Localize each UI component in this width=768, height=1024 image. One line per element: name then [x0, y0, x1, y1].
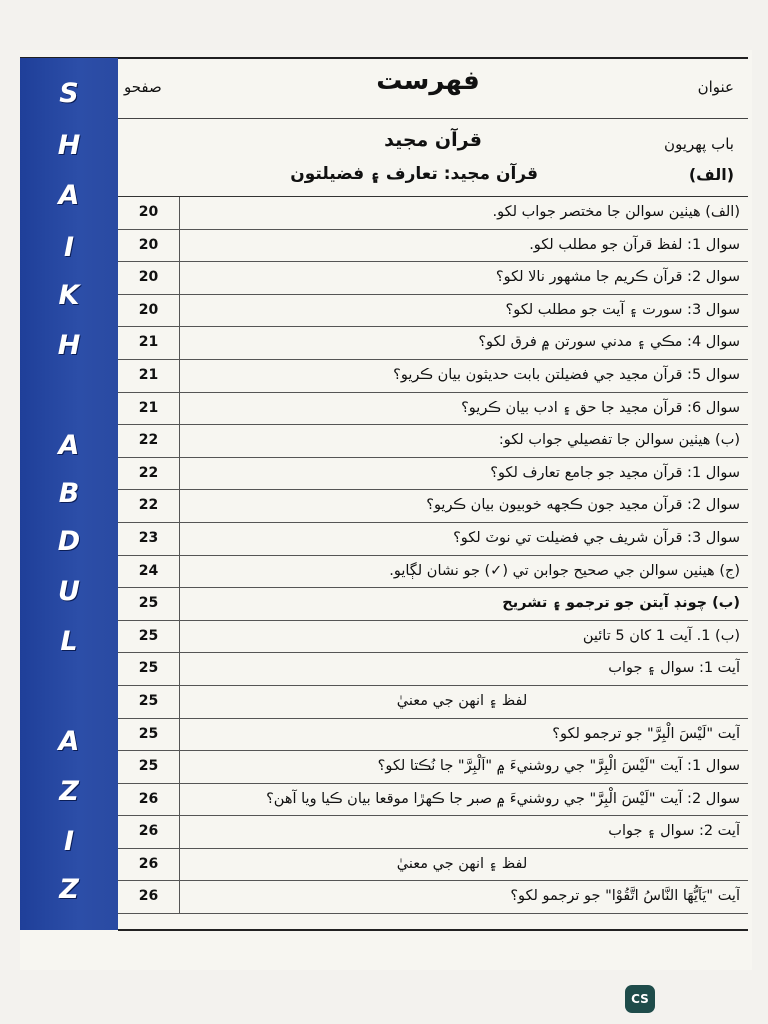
section-title: قرآن مجيد: تعارف ۽ فضيلتون	[290, 164, 538, 184]
toc-row	[118, 751, 748, 784]
toc-entry-text: سوال 1: لفظ قرآن جو مطلب لکو.	[529, 236, 740, 253]
page-number: 26	[118, 849, 180, 881]
sidebar-letter: L	[60, 626, 78, 657]
sidebar-letter: S	[59, 78, 79, 109]
toc-entry-text: سوال 6: قرآن مجيد جا حق ۽ ادب بيان ڪريو؟	[461, 399, 740, 416]
sidebar-letter: U	[58, 576, 80, 607]
page-number: 20	[118, 230, 180, 262]
sidebar-letter: Z	[59, 874, 79, 905]
section-letter: (الف)	[688, 165, 734, 184]
toc-row	[118, 360, 748, 393]
toc-row	[118, 556, 748, 589]
sidebar-letter: H	[57, 330, 81, 361]
toc-row	[118, 197, 748, 230]
bottom-rule	[118, 929, 748, 931]
toc-table	[118, 196, 748, 914]
page-number: 20	[118, 295, 180, 327]
page-number: 25	[118, 588, 180, 620]
sidebar-letter: B	[58, 478, 80, 509]
toc-entry-text: سوال 2: آيت "لَيْسَ الْبِرَّ" جي روشنيءَ ۾ صبر جا ڪهڙا موقعا بيان ڪيا ويا آهن؟	[266, 790, 740, 807]
toc-entry-text: سوال 2: قرآن ڪريم جا مشهور نالا لکو؟	[495, 269, 740, 286]
sidebar-letter: A	[58, 430, 80, 461]
toc-entry-text: سوال 1: آيت "لَيْسَ الْبِرَّ" جي روشنيءَ ۾ "اَلْبِرَّ" جا نُڪتا لکو؟	[377, 758, 740, 775]
page-number: 25	[118, 686, 180, 718]
toc-entry-text: آيت 1: سوال ۽ جواب	[608, 660, 740, 677]
toc-row	[118, 230, 748, 263]
toc-row	[118, 425, 748, 458]
page-number: 22	[118, 490, 180, 522]
toc-row	[118, 262, 748, 295]
page-number: 21	[118, 393, 180, 425]
page-number: 25	[118, 751, 180, 783]
toc-row	[118, 295, 748, 328]
page-number: 25	[118, 621, 180, 653]
page-number: 20	[118, 262, 180, 294]
toc-row	[118, 653, 748, 686]
toc-row	[118, 816, 748, 849]
sidebar-letter: D	[57, 526, 81, 557]
camscanner-badge: CS	[625, 985, 655, 1013]
chapter-title: قرآن مجيد	[384, 129, 482, 151]
toc-row	[118, 686, 748, 719]
toc-row	[118, 490, 748, 523]
toc-row	[118, 849, 748, 882]
page-number: 26	[118, 816, 180, 848]
toc-entry-text: سوال 3: سورت ۽ آيت جو مطلب لکو؟	[505, 301, 740, 318]
toc-entry-text: سوال 5: قرآن مجيد جي فضيلتن بابت حديثون بيان ڪريو؟	[393, 366, 740, 383]
page-number: 25	[118, 719, 180, 751]
page-number: 23	[118, 523, 180, 555]
toc-entry-text: (ب) هيٺين سوالن جا تفصيلي جواب لکو:	[498, 432, 740, 449]
page-title: فهرست	[376, 66, 480, 96]
toc-entry-text: لفظ ۽ انهن جي معنيٰ	[396, 692, 528, 709]
toc-entry-text: آيت "لَيْسَ الْبِرَّ" جو ترجمو لکو؟	[552, 725, 740, 742]
toc-header	[118, 58, 748, 118]
sidebar-letter: I	[63, 826, 75, 857]
page-number: 22	[118, 425, 180, 457]
sidebar-letter: A	[58, 180, 80, 211]
toc-row	[118, 784, 748, 817]
sidebar-letter: I	[63, 232, 75, 263]
sidebar-letter: K	[58, 280, 80, 311]
author-sidebar	[20, 58, 118, 930]
toc-entry-text: (ب) 1. آيت 1 کان 5 تائين	[582, 627, 740, 644]
toc-row	[118, 327, 748, 360]
toc-entry-text: آيت 2: سوال ۽ جواب	[608, 823, 740, 840]
toc-row	[118, 719, 748, 752]
chapter-label: باب پهريون	[664, 135, 734, 153]
toc-row	[118, 881, 748, 914]
page-number: 22	[118, 458, 180, 490]
toc-row	[118, 588, 748, 621]
toc-entry-text: (ب) چونڊ آيتن جو ترجمو ۽ تشريح	[502, 595, 740, 612]
toc-row	[118, 621, 748, 654]
sidebar-letter: A	[58, 726, 80, 757]
page-column-label: صفحو	[124, 78, 162, 96]
toc-entry-text: (ج) هيٺين سوالن جي صحيح جوابن تي (✓) جو نشان لڳايو.	[389, 562, 740, 579]
sidebar-letter: Z	[59, 776, 79, 807]
toc-entry-text: (الف) هيٺين سوالن جا مختصر جواب لکو.	[492, 204, 740, 220]
page-number: 21	[118, 360, 180, 392]
toc-entry-text: سوال 2: قرآن مجيد جون ڪجهه خوبيون بيان ڪريو؟	[426, 497, 740, 514]
page-number: 20	[118, 197, 180, 229]
toc-entry-text: سوال 4: مڪي ۽ مدني سورتن ۾ فرق لکو؟	[478, 334, 740, 351]
page-number: 26	[118, 881, 180, 913]
toc-row	[118, 393, 748, 426]
page-number: 25	[118, 653, 180, 685]
title-column-label: عنوان	[697, 78, 734, 96]
page-number: 24	[118, 556, 180, 588]
toc-entry-text: سوال 1: قرآن مجيد جو جامع تعارف لکو؟	[490, 464, 740, 481]
toc-entry-text: لفظ ۽ انهن جي معنيٰ	[396, 855, 528, 872]
page-number: 26	[118, 784, 180, 816]
toc-entry-text: سوال 3: قرآن شريف جي فضيلت تي نوٽ لکو؟	[453, 529, 740, 546]
page-number: 21	[118, 327, 180, 359]
sidebar-letter: H	[57, 130, 81, 161]
toc-row	[118, 523, 748, 556]
toc-entry-text: آيت "يَاَيُّهَا النَّاسُ اتَّقُوْا" جو ترجمو لکو؟	[510, 888, 740, 905]
chapter-heading	[118, 118, 748, 199]
toc-row	[118, 458, 748, 491]
